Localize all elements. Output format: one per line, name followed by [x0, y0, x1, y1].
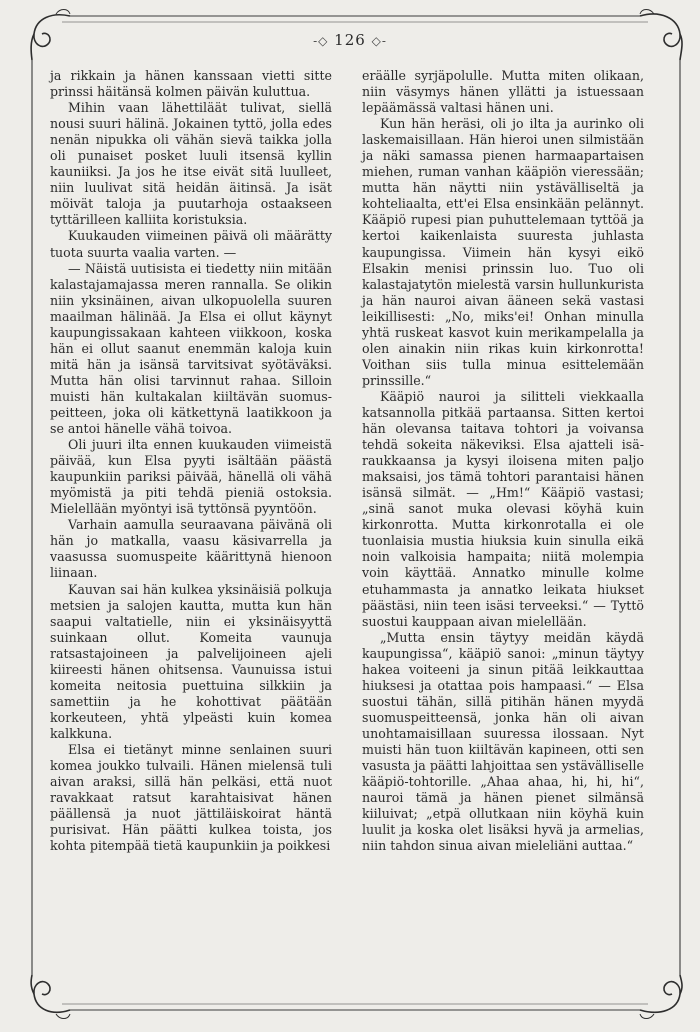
paragraph: Varhain aamulla seuraavana päivänä oli hän jo matkalla, vaasu käsivarrella ja vaasussa suomuspeite käärittynä hienoon liinaan. — [50, 517, 332, 581]
page-number-ornament-left: -◇ — [313, 34, 329, 48]
left-text-column — [50, 68, 332, 854]
page-number-ornament-right: ◇- — [371, 34, 387, 48]
paragraph: — Näistä uutisista ei tiedetty niin mitään kalastajamajassa meren rannalla. Se olikin niin yksinäinen, aivan ulkopuolella suuren maailman hälinää. Ja Elsa ei ollut käynyt kaupungissakaan kahteen viikkoon, koska hän ei ollut saanut enemmän kaloja kuin mitä hän ja isänsä tarvitsivat syötäväksi. Mutta hän olisi tarvinnut rahaa. Silloin muisti hän kultakalan kiiltävän suomus-peitteen, joka oli kätkettynä laatikkoon ja se antoi hänelle vähä toivoa. — [50, 260, 332, 437]
paragraph: eräälle syrjäpolulle. Mutta miten olikaan, niin väsymys hänen yllätti ja istuessaan lepäämässä valtasi hänen uni. — [362, 68, 644, 116]
corner-ornament-bottom-left-icon — [31, 975, 70, 1019]
paragraph: Kauvan sai hän kulkea yksinäisiä polkuja metsien ja salojen kautta, mutta kun hän saapui valtatielle, niin ei yksinäisyyttä suinkaan ollut. Komeita vaunuja ratsastajoineen ja palvelijoineen ajeli kiireesti hänen ohitsensa. Vaunuissa istui komeita neitosia puettuina silkkiin ja samettiin ja he kohottivat päätään korkeuteen, yhtä ylpeästi kuin komea kalkkuna. — [50, 581, 332, 741]
paragraph: Kääpiö nauroi ja silitteli viekkaalla katsannolla pitkää partaansa. Sitten kertoi hän olevansa taitava tohtori ja voivansa tehdä sokeita näkeviksi. Elsa ajatteli isä-raukkaansa ja kysyi iloisena miten paljo maksaisi, jos tämä tohtori parantaisi hänen isänsä silmät. — „Hm!“ Kääpiö vastasi; „sinä sanot muka olevasi köyhä kuin kirkonrotta. Mutta kirkonrotalla ei ole tuonlaisia mustia hiuksia kuin sinulla eikä noin valkoisia hampaita; niitä molempia voin käyttää. Annatko minulle kolme etuhammasta ja annatko leikata hiukset päästäsi, niin teen isäsi terveeksi.“ — Tyttö suostui kauppaan aivan mielellään. — [362, 388, 644, 629]
corner-ornament-bottom-right-icon — [640, 975, 682, 1019]
paragraph: „Mutta ensin täytyy meidän käydä kaupungissa“, kääpiö sanoi: „minun täytyy hakea voiteeni ja sinun pitää leikkauttaa hiuksesi ja otattaa pois hampaasi.“ — Elsa suostui tähän, sillä pitihän hänen myydä suomuspeitteensä, jonka hän oli aivan unohtamaisillaan suuressa ilossaan. Nyt muisti hän tuon kiiltävän kapineen, otti sen vasusta ja päätti lahjoittaa sen ystävälliselle kääpiö-tohtorille. „Ahaa ahaa, hi, hi, hi“, nauroi tämä ja hänen pienet silmänsä kiiluivat; „etpä ollutkaan niin köyhä kuin luulit ja koska olet lisäksi hyvä ja armelias, niin tahdon sinua aivan mieleliäni auttaa.“ — [362, 629, 644, 854]
paragraph: ja rikkain ja hänen kanssaan vietti sitte prinssi häitänsä kolmen päivän kuluttua. — [50, 68, 332, 100]
paragraph: Kun hän heräsi, oli jo ilta ja aurinko oli laskemaisillaan. Hän hieroi unen silmistään ja näki samassa pienen harmaapartaisen miehen, ruman vanhan kääpiön vieressään; mutta hän näytti niin ystävälliseltä ja kohteliaalta, ett'ei Elsa ensinkään pelännyt. Kääpiö rupesi pian puhuttelemaan tyttöä ja kertoi kaikenlaista suuresta juhlasta kaupungissa. Viimein hän kysyi eikö Elsakin menisi prinssin luo. Tuo oli kalastajatytön mielestä varsin hullunkurista ja hän nauroi aivan ääneen sekä vastasi leikillisesti: „No, miks'ei! Onhan minulla yhtä ruskeat kasvot kuin merikampelalla ja olen ainakin niin rikas kuin kirkonrotta! Voithan siis tulla minua esittelemään prinssille.“ — [362, 116, 644, 388]
paragraph: Kuukauden viimeinen päivä oli määrätty tuota suurta vaalia varten. — — [50, 228, 332, 260]
page-number-value: 126 — [334, 31, 366, 49]
paragraph: Mihin vaan lähettiläät tulivat, siellä nousi suuri hälinä. Jokainen tyttö, jolla edes nenän nipukka oli vähän sievä taikka jolla oli punaiset posket luuli itsensä kyllin kauniiksi. Ja jos he itse eivät sitä luulleet, niin luulivat sitä heidän äitinsä. Ja isät möivät taloja ja puutarhoja ostaakseen tyttärilleen kalliita koristuksia. — [50, 100, 332, 228]
right-text-column — [362, 68, 644, 854]
paragraph: Oli juuri ilta ennen kuukauden viimeistä päivää, kun Elsa pyyti isältään päästä kaupunkiin pariksi päivää, hänellä oli vähä myömistä ja piti tehdä pieniä ostoksia. Mielellään myöntyi isä tyttönsä pyyntöön. — [50, 437, 332, 517]
page-number — [0, 31, 700, 49]
paragraph: Elsa ei tietänyt minne senlainen suuri komea joukko tulvaili. Hänen mielensä tuli aivan araksi, sillä hän pelkäsi, että nuot ravakkaat ratsut karahtaisivat hänen päällensä ja nuot jättiläiskoirat häntä purisivat. Hän päätti kulkea toista, jos kohta pitempää tietä kaupunkiin ja poikkesi — [50, 741, 332, 854]
